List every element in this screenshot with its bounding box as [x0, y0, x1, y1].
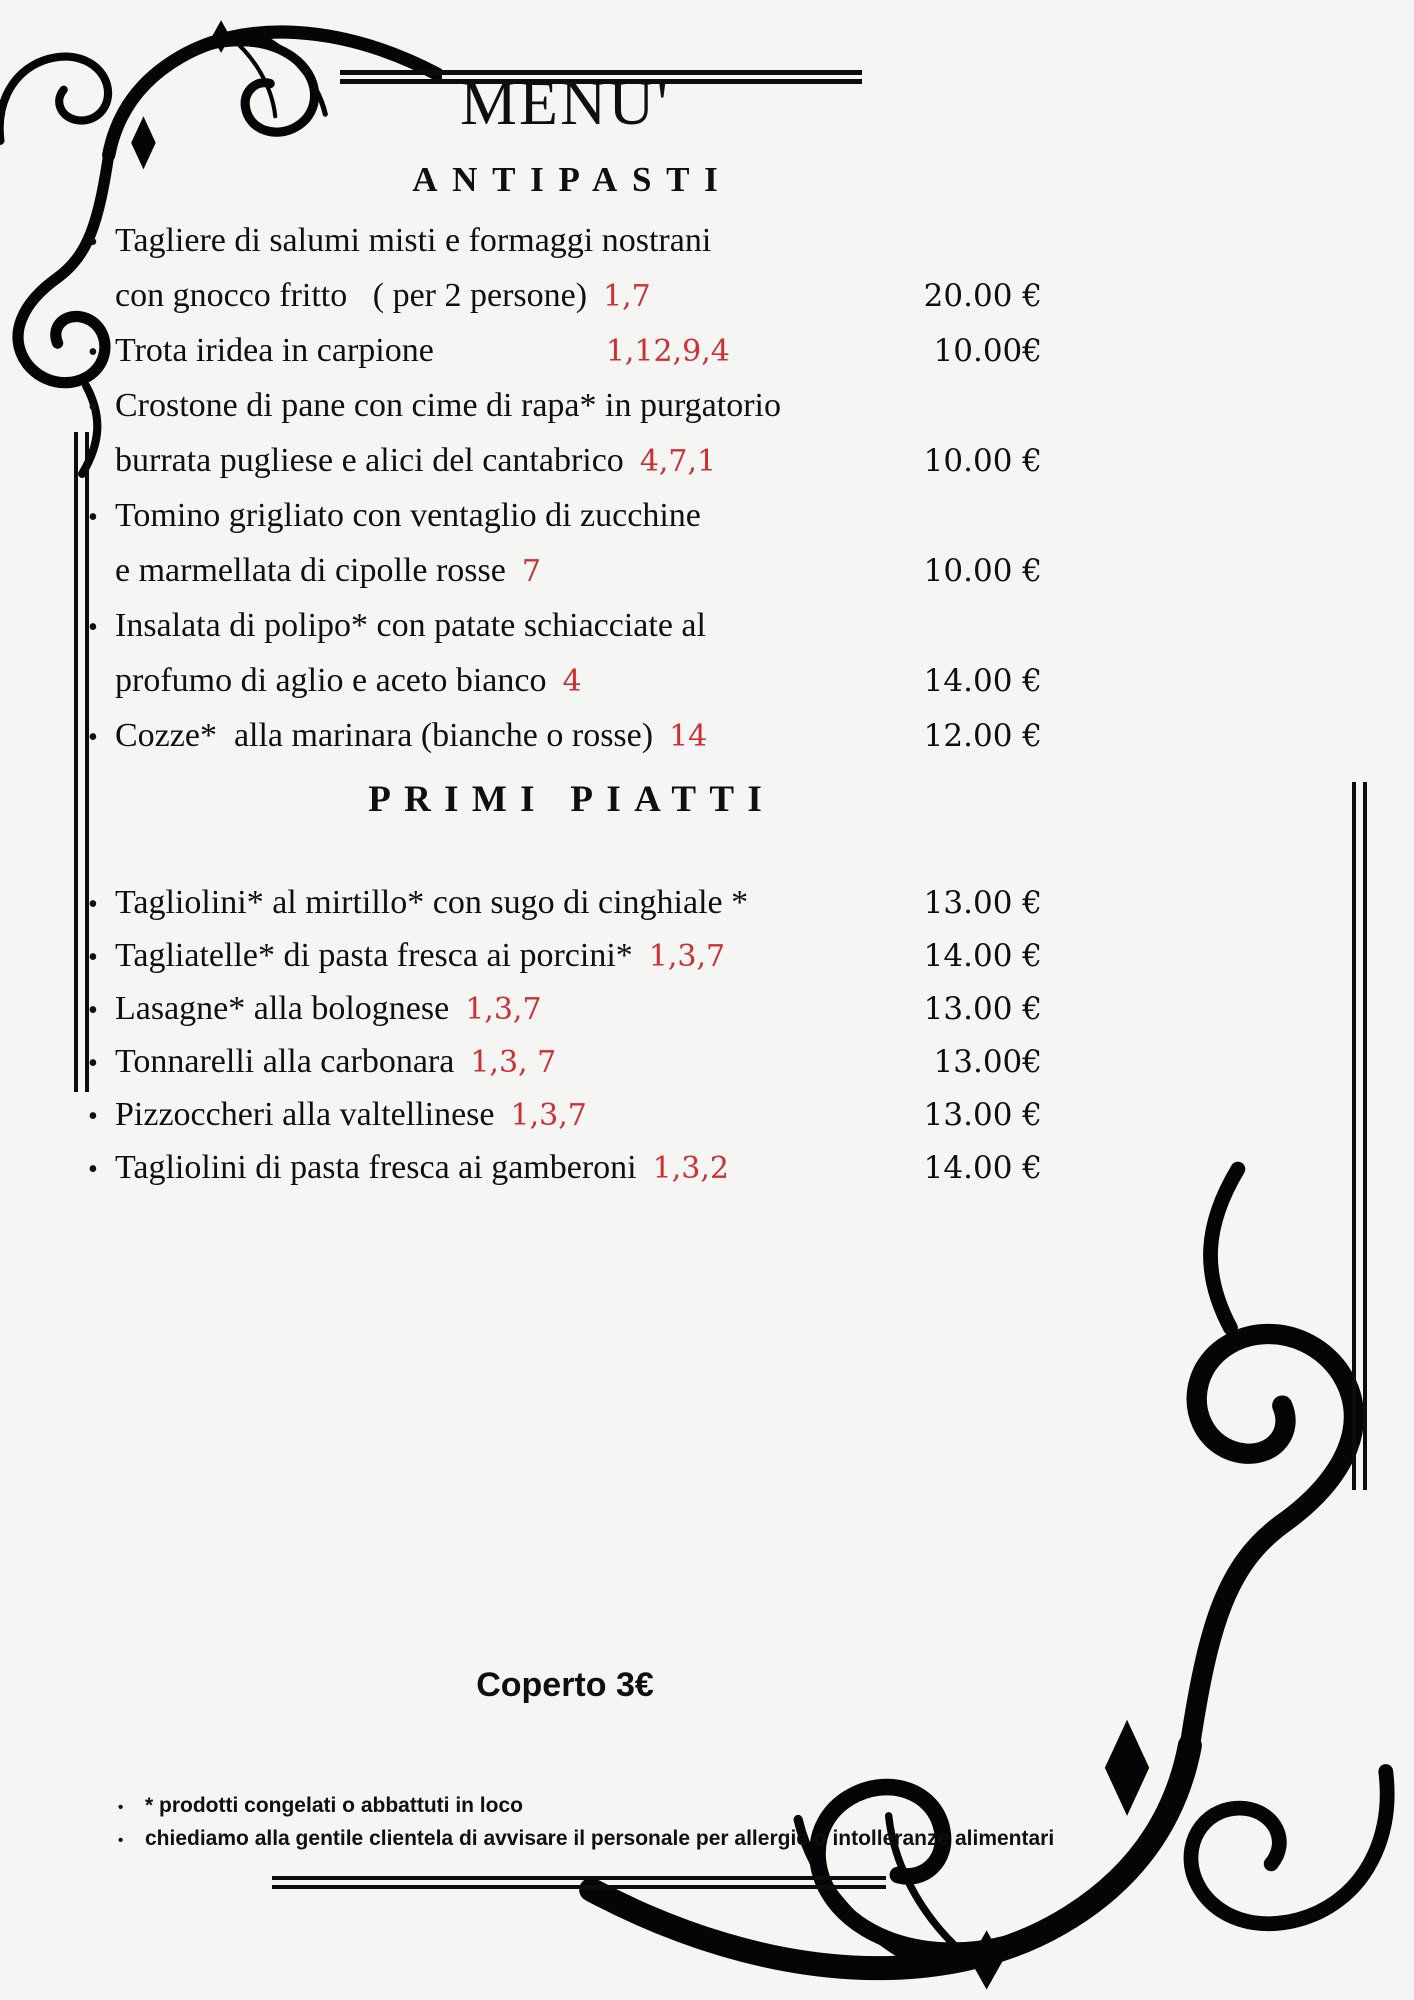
- bullet-icon: •: [88, 1048, 98, 1079]
- menu-item-line: [88, 662, 1042, 717]
- section-heading-primi: PRIMI PIATTI: [368, 779, 776, 820]
- section-heading-antipasti: ANTIPASTI: [412, 160, 733, 199]
- bottom-double-rule: [272, 1876, 886, 1889]
- menu-item-line: [88, 607, 1042, 662]
- footnote-text: chiediamo alla gentile clientela di avvisare il personale per allergie o intolleranze alimentari: [145, 1827, 1055, 1850]
- menu-item-line: [88, 1043, 1042, 1096]
- price: 10.00 €: [923, 553, 1042, 589]
- item-text: Lasagne* alla bolognese: [115, 990, 450, 1027]
- menu-item-line: [88, 222, 1042, 277]
- bullet-icon: •: [88, 722, 98, 753]
- bullet-icon: •: [88, 337, 98, 368]
- item-text: Cozze* alla marinara (bianche o rosse): [115, 717, 654, 754]
- bullet-icon: •: [88, 612, 98, 643]
- allergen-codes: 4,7,1: [639, 444, 717, 479]
- page-title: MENU': [460, 67, 670, 138]
- item-text: Insalata di polipo* con patate schiacciate al: [115, 607, 706, 644]
- item-text: Tomino grigliato con ventaglio di zucchine: [115, 497, 701, 534]
- item-text: Tagliere di salumi misti e formaggi nostrani: [115, 222, 712, 259]
- footnote-line: [118, 1827, 1238, 1860]
- bullet-icon: •: [88, 889, 98, 920]
- bullet-icon: •: [88, 1101, 98, 1132]
- bullet-icon: •: [88, 942, 98, 973]
- allergen-codes: 14: [669, 719, 708, 754]
- footnotes: [118, 1794, 1238, 1860]
- item-text: Tagliolini di pasta fresca ai gamberoni: [115, 1149, 637, 1186]
- price: 13.00 €: [923, 991, 1042, 1027]
- bullet-icon: •: [88, 392, 98, 423]
- item-text: Tagliolini* al mirtillo* con sugo di cinghiale *: [115, 884, 749, 921]
- item-text: Crostone di pane con cime di rapa* in purgatorio: [115, 387, 781, 424]
- left-double-rule: [74, 432, 89, 1092]
- menu-item-line: [88, 1149, 1042, 1202]
- menu-item-line: [88, 277, 1042, 332]
- item-text: con gnocco fritto ( per 2 persone): [115, 277, 588, 314]
- allergen-codes: 1,3,7: [648, 939, 726, 974]
- cover-charge: Coperto 3€: [476, 1666, 654, 1704]
- bullet-icon: •: [118, 1832, 124, 1849]
- allergen-codes: 1,3,7: [510, 1098, 587, 1133]
- menu-item-line: [88, 717, 1042, 772]
- menu-item-line: [88, 552, 1042, 607]
- bullet-icon: •: [88, 502, 98, 533]
- item-text: Pizzoccheri alla valtellinese: [115, 1096, 495, 1133]
- allergen-codes: 1,12,9,4: [605, 334, 730, 369]
- right-double-rule: [1352, 782, 1367, 1490]
- primi-piatti-item-list: [88, 884, 1042, 1202]
- menu-item-line: [88, 1096, 1042, 1149]
- allergen-codes: 1,3, 7: [470, 1045, 557, 1080]
- bullet-icon: •: [88, 995, 98, 1026]
- item-text: profumo di aglio e aceto bianco: [115, 662, 547, 699]
- antipasti-item-list: [88, 222, 1042, 772]
- menu-item-line: [88, 332, 1042, 387]
- allergen-codes: 4: [562, 664, 582, 699]
- item-text: Tagliatelle* di pasta fresca ai porcini*: [115, 937, 633, 974]
- price: 13.00 €: [923, 1097, 1042, 1133]
- price: 12.00 €: [923, 718, 1042, 754]
- allergen-codes: 7: [521, 554, 541, 589]
- price: 10.00€: [933, 333, 1042, 369]
- bullet-icon: •: [88, 227, 98, 258]
- price: 20.00 €: [923, 278, 1042, 314]
- allergen-codes: 1,3,2: [652, 1151, 729, 1186]
- bullet-icon: •: [88, 1154, 98, 1185]
- menu-item-line: [88, 990, 1042, 1043]
- item-text: burrata pugliese e alici del cantabrico: [115, 442, 624, 479]
- item-text: Trota iridea in carpione: [115, 332, 434, 369]
- price: 10.00 €: [923, 443, 1042, 479]
- price: 14.00 €: [923, 1150, 1042, 1186]
- price: 14.00 €: [923, 938, 1042, 974]
- menu-item-line: [88, 387, 1042, 442]
- price: 14.00 €: [923, 663, 1042, 699]
- footnote-line: [118, 1794, 1238, 1827]
- item-text: e marmellata di cipolle rosse: [115, 552, 506, 589]
- bullet-icon: •: [118, 1799, 124, 1816]
- item-text: Tonnarelli alla carbonara: [115, 1043, 455, 1080]
- allergen-codes: 1,7: [603, 279, 651, 314]
- price: 13.00€: [933, 1044, 1042, 1080]
- menu-item-line: [88, 884, 1042, 937]
- menu-item-line: [88, 442, 1042, 497]
- footnote-text: * prodotti congelati o abbattuti in loco: [145, 1794, 523, 1817]
- price: 13.00 €: [923, 885, 1042, 921]
- menu-item-line: [88, 497, 1042, 552]
- allergen-codes: 1,3,7: [465, 992, 542, 1027]
- corner-flourish-bottom-right-icon: [566, 1158, 1414, 2000]
- menu-item-line: [88, 937, 1042, 990]
